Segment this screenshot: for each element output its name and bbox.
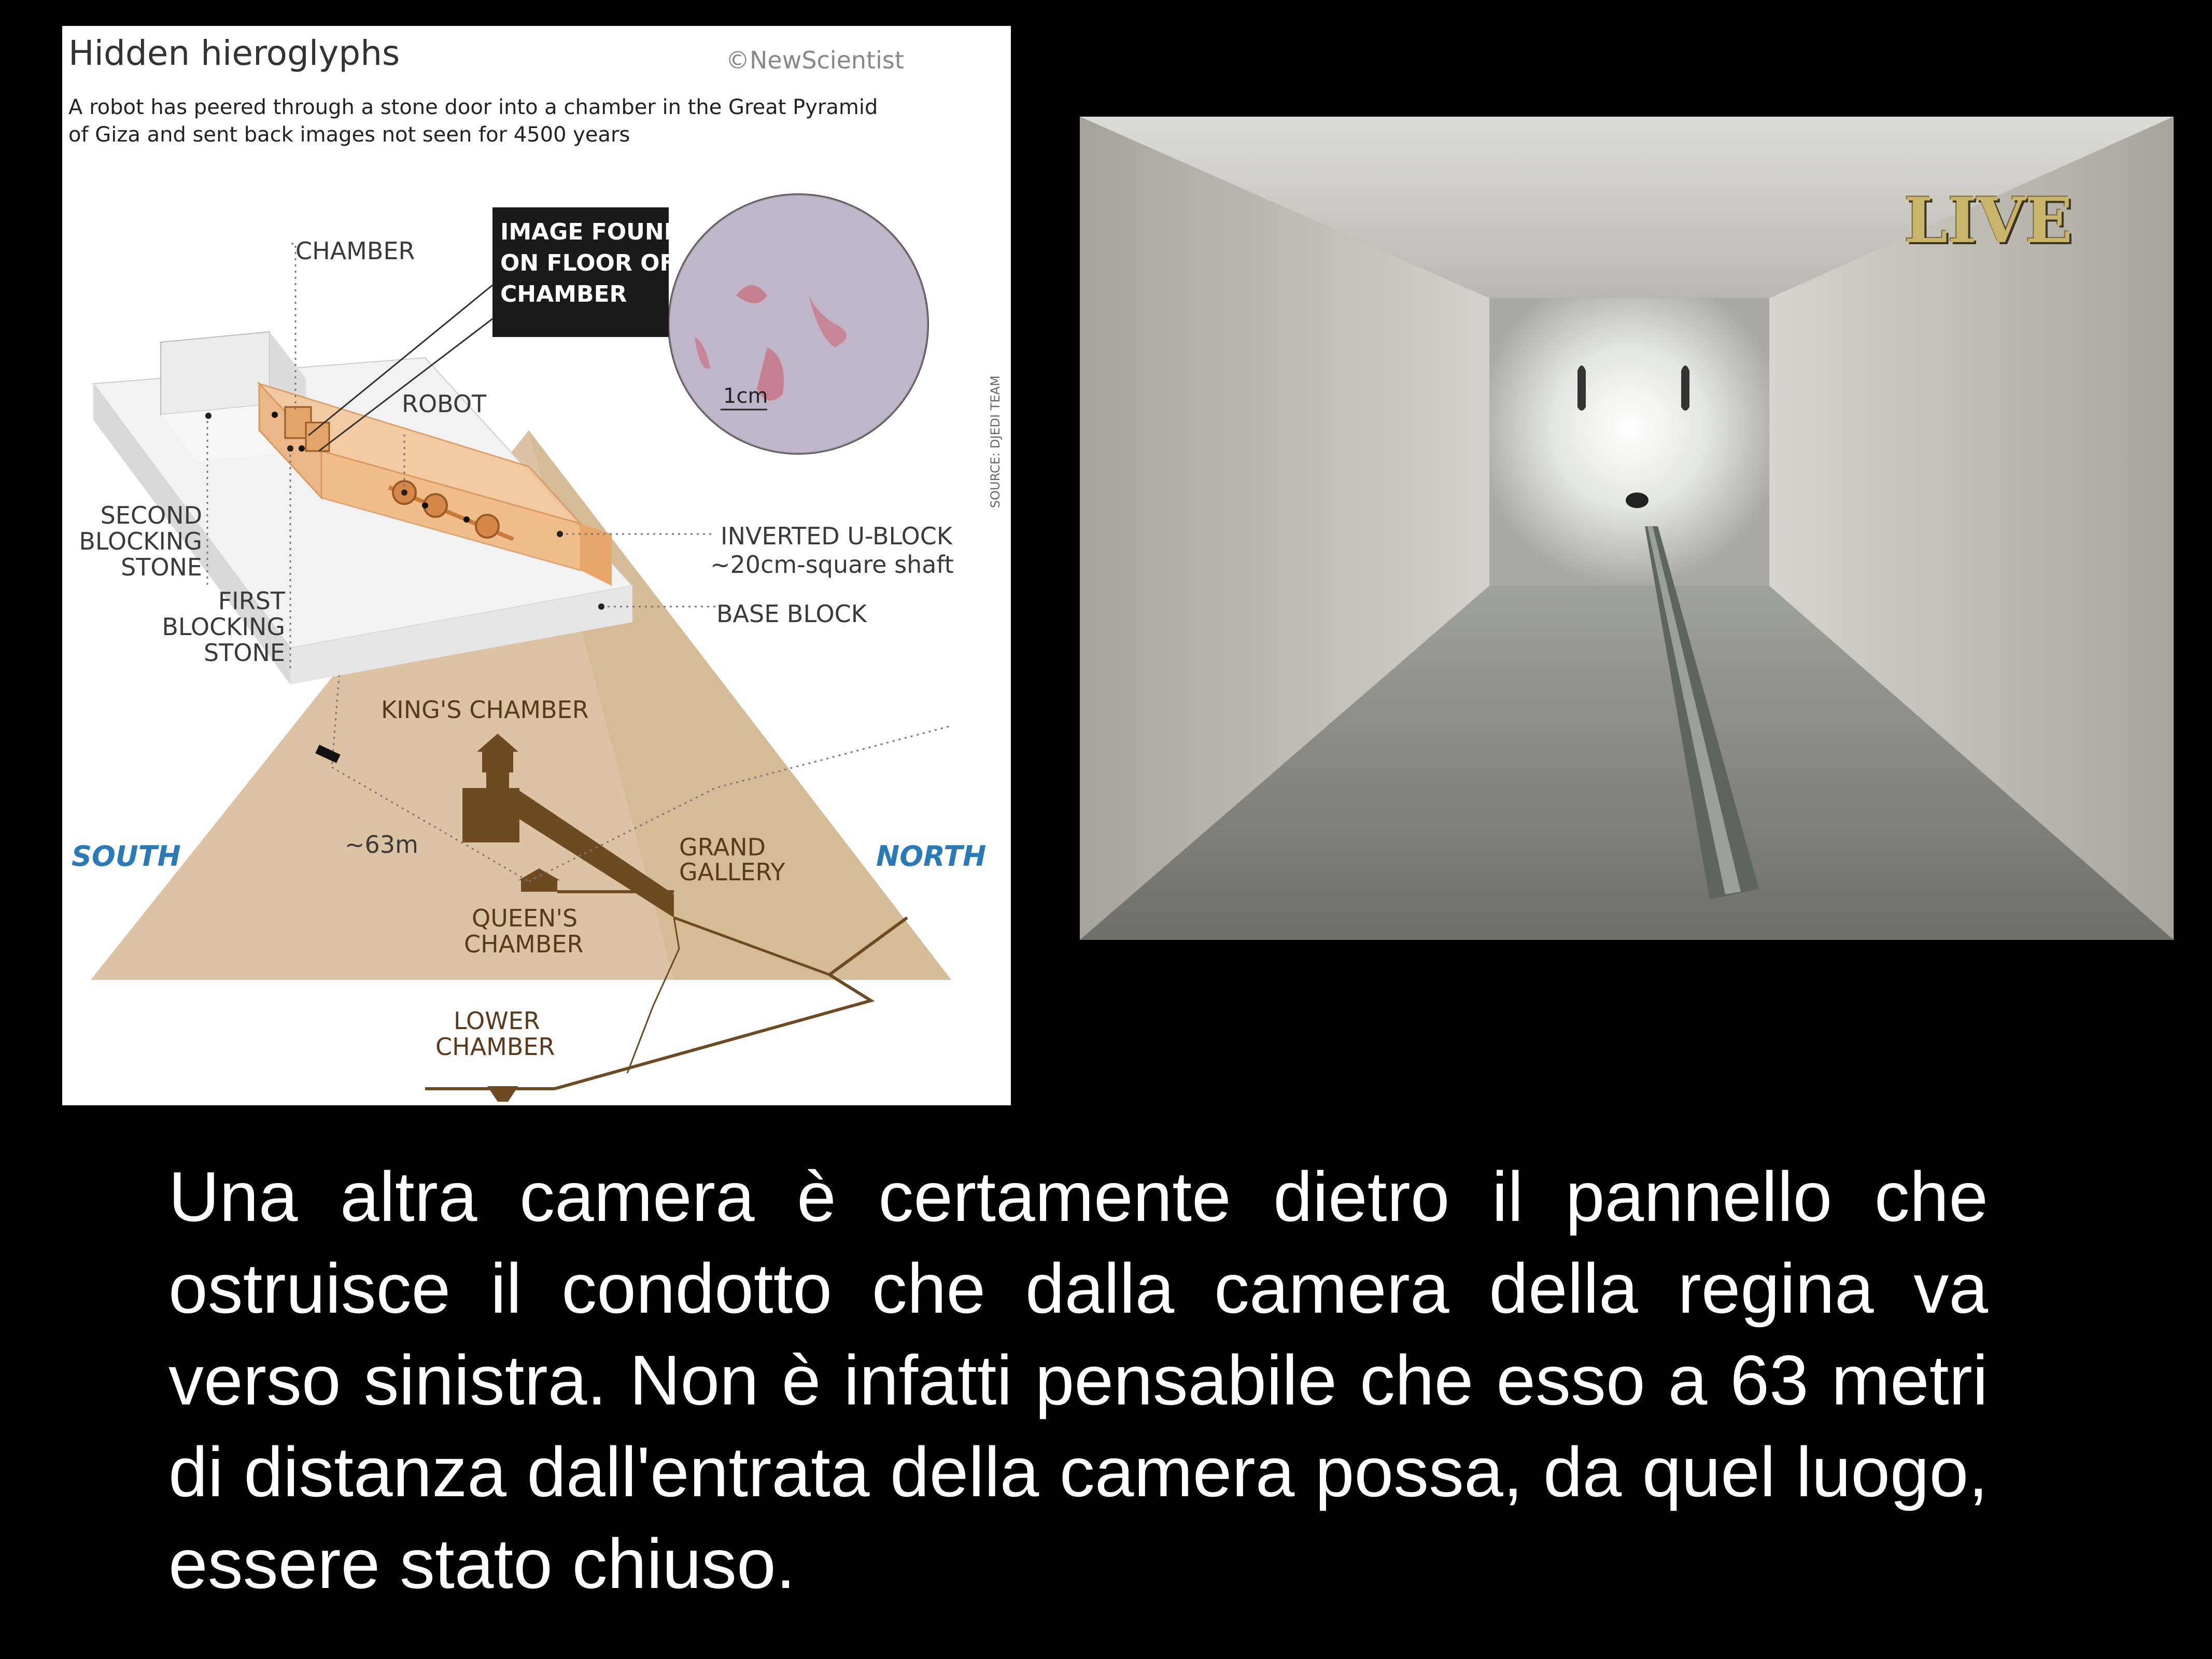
callout-line-2: ON FLOOR OF — [500, 250, 675, 276]
label-chamber: CHAMBER — [295, 237, 415, 265]
source-label: SOURCE: DJEDI TEAM — [988, 375, 1003, 508]
descending-passage — [555, 975, 871, 1089]
label-gallery-2: GALLERY — [679, 858, 785, 886]
magnified-image — [669, 194, 928, 454]
label-queens-1: QUEEN'S — [472, 904, 578, 932]
label-north: NORTH — [876, 840, 987, 873]
label-first-2: BLOCKING — [162, 613, 285, 641]
label-south: SOUTH — [72, 840, 181, 873]
label-inverted-u-1: INVERTED U-BLOCK — [721, 522, 952, 550]
label-lower-1: LOWER — [454, 1007, 540, 1035]
label-queens-2: CHAMBER — [464, 930, 584, 958]
label-inverted-u-2: ~20cm-square shaft — [710, 551, 954, 579]
label-base-block: BASE BLOCK — [716, 600, 867, 628]
caption-text: Una altra camera è certamente dietro il pannello che ostruisce il condotto che dalla camera della regina va verso sinistra. Non è infatti pensabile che esso a 63 metri di distanza dall'entrata della camera possa, da quel luogo, essere stato chiuso. — [168, 1157, 1988, 1603]
subtitle-line-1: A robot has peered through a stone door into a chamber in the Great Pyramid — [68, 95, 878, 119]
label-second-3: STONE — [121, 553, 202, 581]
label-second-2: BLOCKING — [79, 527, 202, 555]
infographic-panel — [62, 26, 1011, 1105]
label-robot: ROBOT — [402, 390, 487, 418]
lower-chamber-icon — [487, 1086, 518, 1102]
label-first-3: STONE — [204, 639, 285, 667]
infographic-title: Hidden hieroglyphs — [68, 33, 400, 73]
stone-door — [1489, 298, 1769, 586]
live-label: LIVE — [1904, 184, 2073, 257]
door-hole — [1626, 493, 1649, 508]
pyramid-diagram — [62, 26, 1011, 1105]
label-lower-2: CHAMBER — [435, 1033, 555, 1061]
subtitle-line-2: of Giza and sent back images not seen for 4500 years — [68, 123, 630, 147]
callout-line-1: IMAGE FOUND — [500, 219, 683, 245]
door-pin-right — [1681, 365, 1689, 411]
label-kings-chamber: KING'S CHAMBER — [381, 696, 589, 724]
camera-photo — [1080, 117, 2174, 940]
label-second-1: SECOND — [100, 501, 202, 529]
scale-label: 1cm — [723, 384, 768, 408]
label-distance: ~63m — [345, 831, 418, 859]
callout-line-3: CHAMBER — [500, 281, 627, 307]
door-pin-left — [1577, 365, 1586, 411]
credit-label: ©NewScientist — [726, 46, 904, 74]
label-gallery-1: GRAND — [679, 833, 766, 861]
label-first-1: FIRST — [218, 587, 285, 615]
